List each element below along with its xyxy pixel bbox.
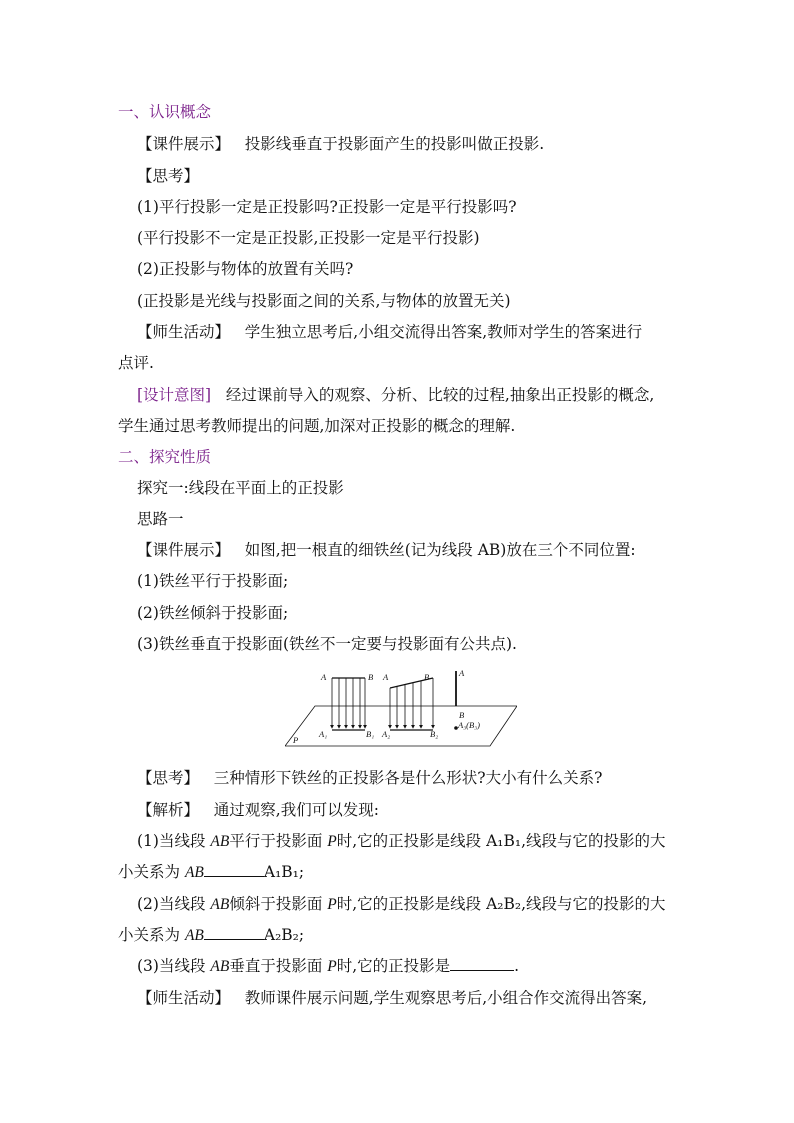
fig-label-b1: B [368, 672, 374, 682]
tag-analysis: 【解析】 [137, 801, 200, 819]
approach-title: 思路一 [137, 510, 184, 528]
text: (2)当线段 [137, 895, 211, 913]
answer-1: (平行投影不一定是正投影,正投影一定是平行投影) [137, 229, 480, 247]
question-1: (1)平行投影一定是正投影吗?正投影一定是平行投影吗? [137, 198, 517, 216]
fig-label-b1-proj: B₁ [366, 729, 375, 739]
figure-labels [292, 668, 480, 745]
text: (1)当线段 [137, 832, 211, 850]
result-2 [137, 894, 666, 915]
answer-blank-2[interactable] [204, 925, 264, 940]
fig-label-b2-proj: B₂ [430, 729, 439, 739]
text: (3)当线段 [137, 957, 211, 975]
tag-activity: 【师生活动】 [137, 323, 231, 341]
design-intent [137, 385, 654, 405]
think-2 [137, 768, 602, 788]
text: A₁B₁; [263, 863, 305, 881]
think-heading: 【思考】 [137, 167, 200, 185]
tag-think: 【思考】 [137, 769, 200, 787]
paragraph-courseware-1 [137, 134, 544, 154]
text: 时,它的正投影是线段 A₂B₂,线段与它的投影的大 [336, 895, 666, 913]
text: 三种情形下铁丝的正投影各是什么形状?大小有什么关系? [213, 769, 603, 787]
text: 学生独立思考后,小组交流得出答案,教师对学生的答案进行 [244, 323, 643, 341]
design-intent-continuation: 学生通过思考教师提出的问题,加深对正投影的概念的理解. [118, 417, 516, 435]
fig-label-a1: A [321, 672, 327, 682]
segment-name: AB [184, 927, 204, 944]
fig-label-plane: P [293, 735, 299, 745]
tag-design-intent: [设计意图] [137, 386, 212, 404]
section-heading-2: 二、探究性质 [118, 448, 212, 466]
case-2: (2)铁丝倾斜于投影面; [137, 604, 289, 622]
answer-2: (正投影是光线与投影面之间的关系,与物体的放置无关) [137, 292, 511, 310]
text: 小关系为 [118, 926, 185, 944]
activity-1-continuation: 点评. [118, 354, 154, 372]
result-3 [137, 956, 519, 977]
result-2-continuation [118, 925, 304, 946]
result-1 [137, 831, 666, 852]
paragraph-courseware-2 [137, 540, 636, 560]
plane-name: P [327, 896, 337, 913]
text: 通过观察,我们可以发现: [213, 801, 379, 819]
answer-blank-1[interactable] [204, 862, 264, 877]
oblique-case [390, 678, 433, 730]
plane-name: P [327, 833, 337, 850]
question-2: (2)正投影与物体的放置有关吗? [137, 260, 354, 278]
perpendicular-case [455, 671, 458, 729]
case-3: (3)铁丝垂直于投影面(铁丝不一定要与投影面有公共点). [137, 635, 517, 653]
text: 教师课件展示问题,学生观察思考后,小组合作交流得出答案, [244, 989, 648, 1007]
analysis [137, 800, 379, 820]
segment-name: AB [210, 896, 230, 913]
teacher-student-activity-1 [137, 322, 642, 342]
exploration-title: 探究一:线段在平面上的正投影 [137, 479, 344, 497]
projection-figure [285, 668, 517, 748]
fig-label-a2: A [383, 672, 389, 682]
tag-courseware: 【课件展示】 [137, 541, 231, 559]
text: 如图,把一根直的细铁丝(记为线段 AB)放在三个不同位置: [244, 541, 636, 559]
text: A₂B₂; [263, 926, 305, 944]
tag-courseware: 【课件展示】 [137, 135, 231, 153]
case-1: (1)铁丝平行于投影面; [137, 572, 289, 590]
text: 垂直于投影面 [229, 957, 328, 975]
fig-label-a3: A [459, 668, 465, 678]
text: 小关系为 [118, 863, 185, 881]
segment-name: AB [210, 958, 230, 975]
text: 投影线垂直于投影面产生的投影叫做正投影. [244, 135, 545, 153]
text: 时,它的正投影是线段 A₁B₁,线段与它的投影的大 [336, 832, 666, 850]
projection-plane [285, 706, 517, 746]
segment-name: AB [184, 864, 204, 881]
text: . [514, 957, 520, 975]
answer-blank-3[interactable] [450, 956, 514, 971]
teacher-student-activity-2 [137, 988, 647, 1008]
text: 平行于投影面 [229, 832, 328, 850]
segment-name: AB [210, 833, 230, 850]
fig-label-a2-proj: A₂ [382, 729, 391, 739]
fig-label-a1-proj: A₁ [319, 729, 328, 739]
fig-label-b3: B [459, 710, 465, 720]
result-1-continuation [118, 862, 304, 883]
fig-label-a3b3-proj: A₃(B₃) [458, 720, 480, 730]
plane-name: P [327, 958, 337, 975]
parallel-case [332, 678, 365, 730]
text: 时,它的正投影是 [336, 957, 451, 975]
fig-label-b2: B [424, 672, 430, 682]
tag-activity: 【师生活动】 [137, 989, 231, 1007]
section-heading-1: 一、认识概念 [118, 103, 212, 121]
text: 倾斜于投影面 [229, 895, 328, 913]
text: 经过课前导入的观察、分析、比较的过程,抽象出正投影的概念, [225, 386, 655, 404]
